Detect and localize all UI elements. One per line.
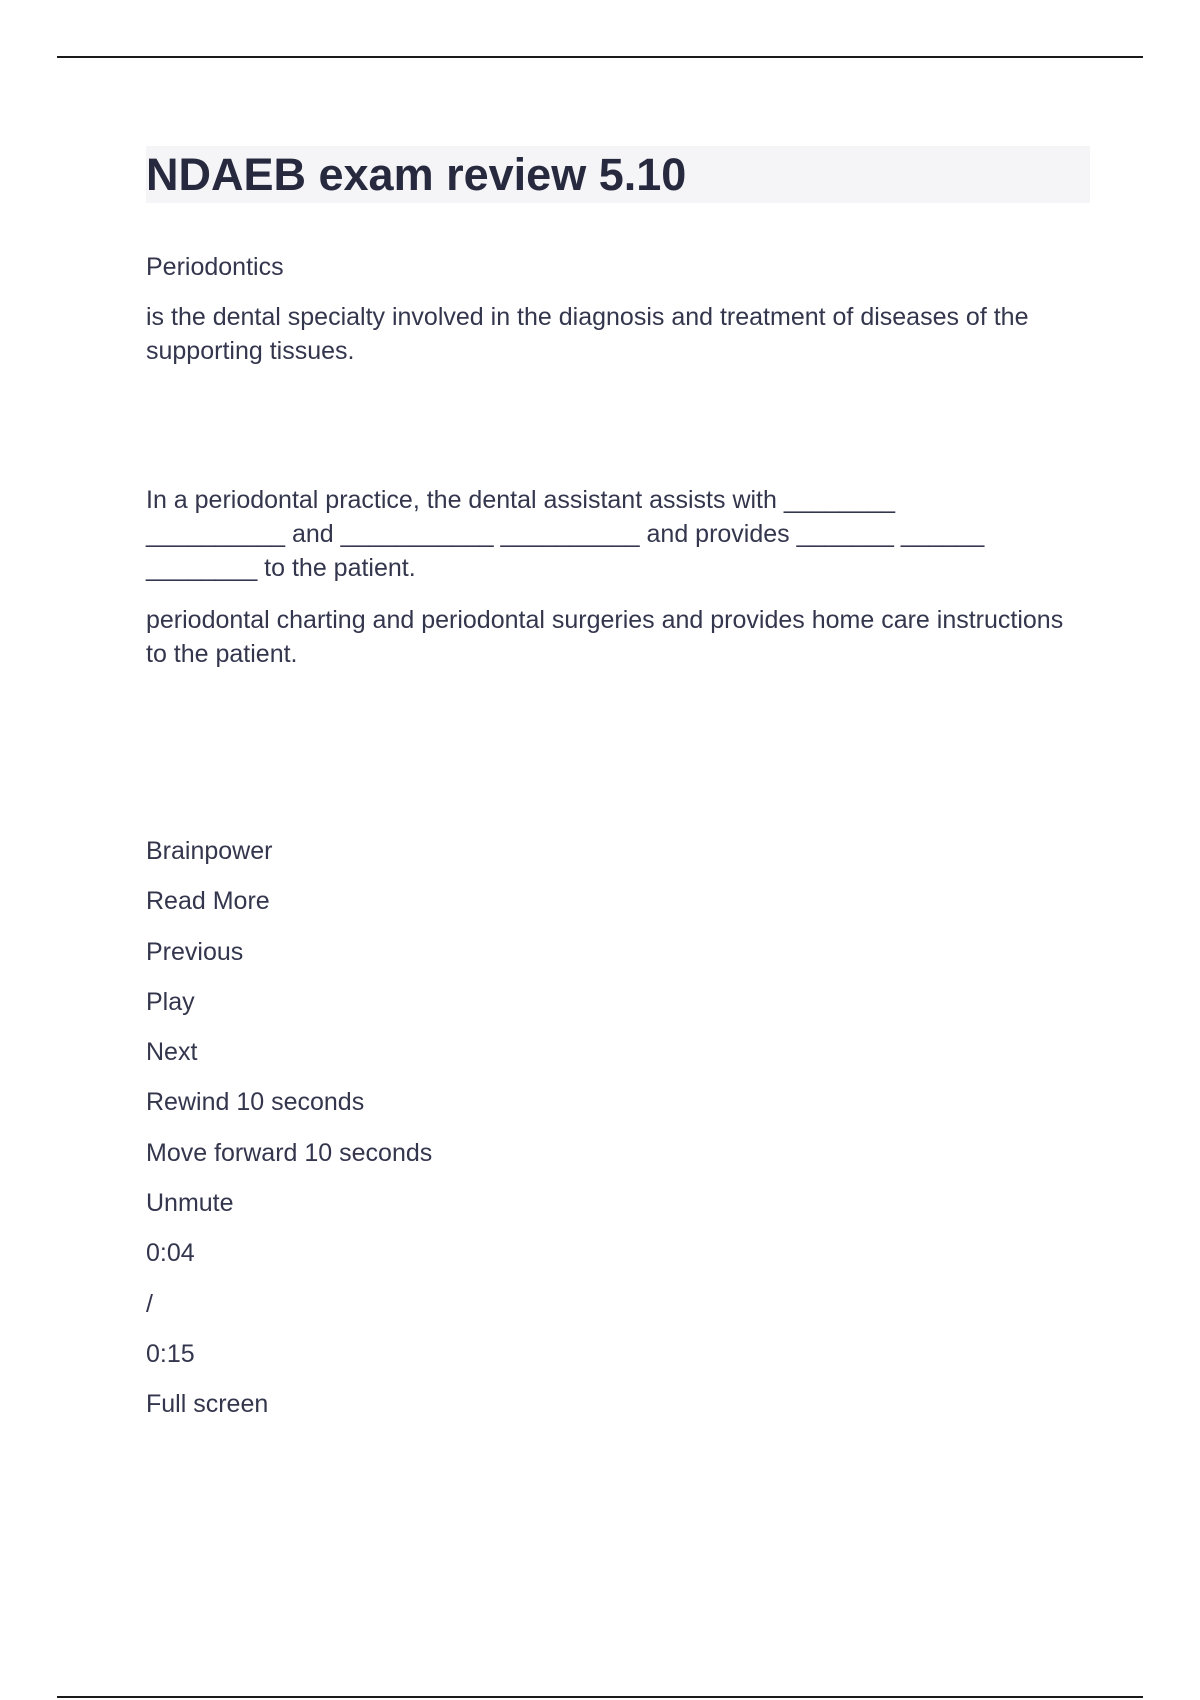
media-player-controls (146, 834, 432, 1438)
page-title: NDAEB exam review 5.10 (146, 149, 687, 200)
card-term: In a periodontal practice, the dental assistant assists with ________ __________ and ___________ __________ and provides _______ ______ ________ to the patient. (146, 486, 985, 582)
play-button[interactable]: Play (146, 987, 195, 1016)
rewind-button[interactable]: Rewind 10 seconds (146, 1088, 365, 1117)
card-definition: periodontal charting and periodontal surgeries and provides home care instructions to the patient. (146, 606, 1064, 668)
card-term: Periodontics (146, 253, 284, 281)
previous-button[interactable]: Previous (146, 937, 244, 966)
time-separator: / (146, 1289, 153, 1318)
current-time: 0:04 (146, 1239, 195, 1268)
read-more-link[interactable]: Read More (146, 887, 270, 916)
bottom-divider (57, 1696, 1143, 1698)
fullscreen-button[interactable]: Full screen (146, 1390, 269, 1419)
brainpower-label: Brainpower (146, 837, 273, 865)
next-button[interactable]: Next (146, 1038, 198, 1067)
duration: 0:15 (146, 1339, 195, 1368)
unmute-button[interactable]: Unmute (146, 1189, 234, 1218)
card-definition: is the dental specialty involved in the diagnosis and treatment of diseases of the supporting tissues. (146, 303, 1029, 365)
forward-button[interactable]: Move forward 10 seconds (146, 1138, 433, 1167)
top-divider (57, 56, 1143, 58)
